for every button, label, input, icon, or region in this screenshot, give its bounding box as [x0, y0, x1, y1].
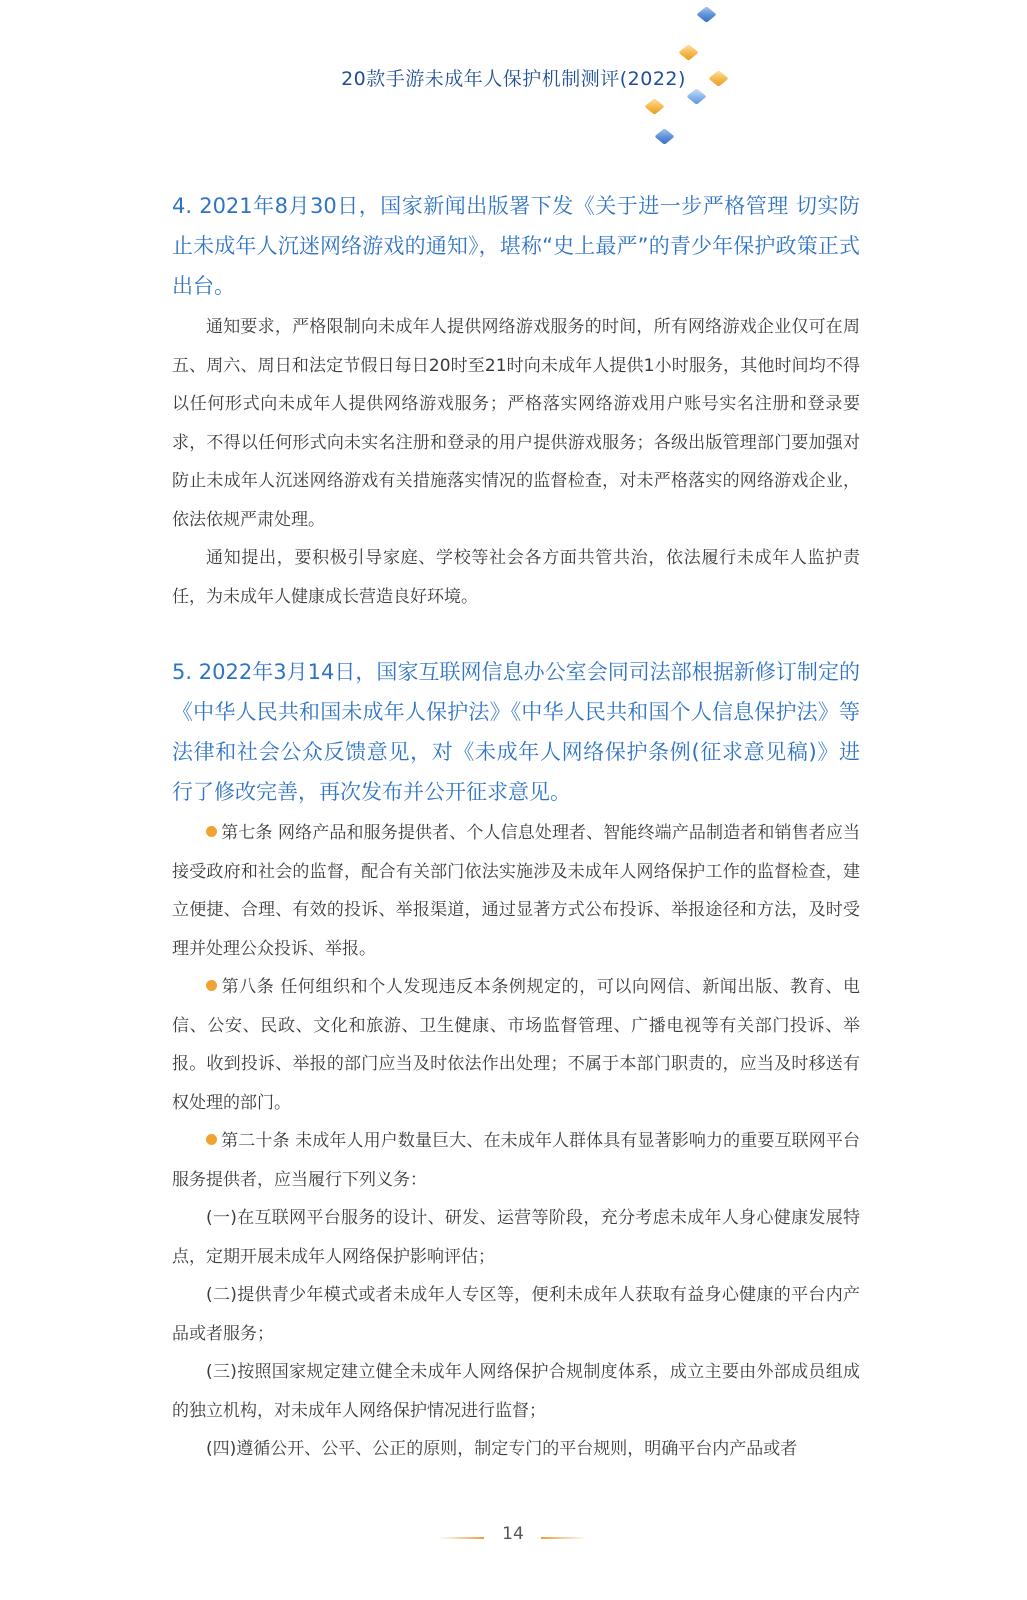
section-4 — [172, 186, 860, 616]
decorative-cube-icon — [644, 98, 664, 114]
bullet-dot-icon — [206, 980, 217, 991]
article-paragraph — [172, 1122, 860, 1199]
article-text: 第二十条 未成年人用户数量巨大、在未成年人群体具有显著影响力的重要互联网平台服务提供者，应当履行下列义务： — [172, 1131, 860, 1190]
page-header-title: 20款手游未成年人保护机制测评(2022) — [341, 68, 686, 90]
list-item: (二)提供青少年模式或者未成年人专区等，便利未成年人获取有益身心健康的平台内产品或者服务； — [172, 1285, 860, 1344]
section-4-heading: 4. 2021年8月30日，国家新闻出版署下发《关于进一步严格管理 切实防止未成年人沉迷网络游戏的通知》，堪称“史上最严”的青少年保护政策正式出台。 — [172, 194, 860, 298]
article-text: 第八条 任何组织和个人发现违反本条例规定的，可以向网信、新闻出版、教育、电信、公安、民政、文化和旅游、卫生健康、市场监督管理、广播电视等有关部门投诉、举报。收到投诉、举报的部门应当及时依法作出处理；不属于本部门职责的，应当及时移送有权处理的部门。 — [172, 977, 860, 1113]
page-footer — [0, 1522, 1027, 1552]
bullet-dot-icon — [206, 826, 217, 837]
list-item: (一)在互联网平台服务的设计、研发、运营等阶段，充分考虑未成年人身心健康发展特点，定期开展未成年人网络保护影响评估； — [172, 1208, 860, 1267]
article-paragraph — [172, 814, 860, 968]
decorative-cube-icon — [696, 6, 716, 22]
article-text: 第七条 网络产品和服务提供者、个人信息处理者、智能终端产品制造者和销售者应当接受政府和社会的监督，配合有关部门依法实施涉及未成年人网络保护工作的监督检查，建立便捷、合理、有效的投诉、举报渠道，通过显著方式公布投诉、举报途径和方法，及时受理并处理公众投诉、举报。 — [172, 823, 860, 959]
section-5 — [172, 652, 860, 1469]
decorative-cube-icon — [678, 44, 698, 60]
section-5-heading: 5. 2022年3月14日，国家互联网信息办公室会同司法部根据新修订制定的《中华人民共和国未成年人保护法》《中华人民共和国个人信息保护法》等法律和社会公众反馈意见，对《未成年人网络保护条例(征求意见稿)》进行了修改完善，再次发布并公开征求意见。 — [172, 660, 860, 804]
footer-divider-right — [541, 1537, 587, 1539]
section-4-paragraph: 通知提出，要积极引导家庭、学校等社会各方面共管共治，依法履行未成年人监护责任，为未成年人健康成长营造良好环境。 — [172, 548, 860, 607]
list-item: (四)遵循公开、公平、公正的原则，制定专门的平台规则，明确平台内产品或者 — [206, 1439, 798, 1459]
decorative-cube-icon — [654, 128, 674, 144]
list-item: (三)按照国家规定建立健全未成年人网络保护合规制度体系，成立主要由外部成员组成的独立机构，对未成年人网络保护情况进行监督； — [172, 1362, 860, 1421]
page-number: 14 — [502, 1524, 524, 1544]
section-4-paragraph: 通知要求，严格限制向未成年人提供网络游戏服务的时间，所有网络游戏企业仅可在周五、周六、周日和法定节假日每日20时至21时向未成年人提供1小时服务，其他时间均不得以任何形式向未成年人提供网络游戏服务；严格落实网络游戏用户账号实名注册和登录要求，不得以任何形式向未实名注册和登录的用户提供游戏服务；各级出版管理部门要加强对防止未成年人沉迷网络游戏有关措施落实情况的监督检查，对未严格落实的网络游戏企业，依法依规严肃处理。 — [172, 317, 860, 530]
footer-divider-left — [438, 1537, 484, 1539]
bullet-dot-icon — [206, 1134, 217, 1145]
article-paragraph — [172, 968, 860, 1122]
